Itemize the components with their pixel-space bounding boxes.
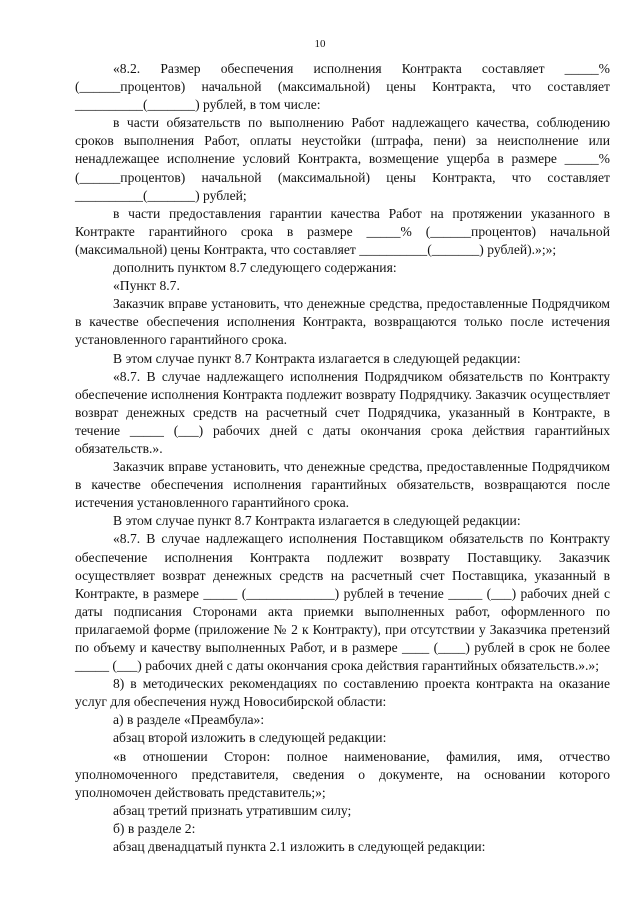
paragraph-8-7-contractor: «8.7. В случае надлежащего исполнения Подрядчиком обязательств по Контракту обеспечение исполнения Контракта подлежит возврату Подрядчику. Заказчик осуществляет возврат денежных средств на расчетный счет Подрядчика, указанный в Контракте, в течение _____ (___) рабочих дней с даты окончания срока действия гарантийных обязательств.». bbox=[75, 368, 610, 456]
paragraph-case-2: В этом случае пункт 8.7 Контракта излагается в следующей редакции: bbox=[113, 513, 521, 529]
paragraph-third-abzac: абзац третий признать утратившим силу; bbox=[113, 802, 352, 818]
paragraph-section-preamble: а) в разделе «Преамбула»: bbox=[113, 712, 265, 728]
paragraph-8-7-supplier: «8.7. В случае надлежащего исполнения Поставщиком обязательств по Контракту обеспечение исполнения Контракта подлежит возврату Поставщику. Заказчик осуществляет возврат денежных средств на расчетный счет Поставщика, указанный в Контракте, в размере _____ (_____________) рублей в течение _____ (___) рабочих дней с даты подписания Сторонами акта приемки выполненных работ, оформленного по прилагаемой форме (приложение № 2 к Контракту), при отсутствии у Заказчика претензий по объему и качеству выполненных Работ, и в размере ____ (____) рублей в срок не более _____ (___) рабочих дней с даты окончания срока действия гарантийных обязательств.».»; bbox=[75, 531, 610, 674]
paragraph-item-8: 8) в методических рекомендациях по составлению проекта контракта на оказание услуг для обеспечения нужд Новосибирской области: bbox=[75, 676, 610, 710]
paragraph-twelfth-abzac: абзац двенадцатый пункта 2.1 изложить в следующей редакции: bbox=[113, 839, 486, 855]
paragraph-8-2-intro: «8.2. Размер обеспечения исполнения Контракта составляет _____% (______процентов) начальной (максимальной) цены Контракта, что составляет __________(_______) рублей, в том числе: bbox=[75, 61, 610, 113]
paragraph-item-8-7-heading: «Пункт 8.7. bbox=[113, 278, 180, 294]
paragraph-add-8-7: дополнить пунктом 8.7 следующего содержания: bbox=[113, 260, 397, 276]
paragraph-case-1: В этом случае пункт 8.7 Контракта излагается в следующей редакции: bbox=[113, 350, 521, 366]
document-body bbox=[75, 60, 610, 856]
paragraph-second-abzac: абзац второй изложить в следующей редакции: bbox=[113, 730, 387, 746]
paragraph-parties-quote: «в отношении Сторон: полное наименование, фамилия, имя, отчество уполномоченного представителя, сведения о документе, на основании которого уполномочен действовать представитель;»; bbox=[75, 748, 610, 800]
paragraph-obligations-part: в части обязательств по выполнению Работ надлежащего качества, соблюдению сроков выполнения Работ, оплаты неустойки (штрафа, пени) за неисполнение или ненадлежащее исполнение условий Контракта, возмещение ущерба в размере _____% (______процентов) начальной (максимальной) цены Контракта, что составляет __________(_______) рублей; bbox=[75, 115, 610, 203]
paragraph-warranty-part: в части предоставления гарантии качества Работ на протяжении указанного в Контракте гарантийного срока в размере _____% (______процентов) начальной (максимальной) цены Контракта, что составляет __________(_______) рублей).»;»; bbox=[75, 205, 610, 257]
page-number: 10 bbox=[314, 38, 326, 50]
paragraph-customer-right-2: Заказчик вправе установить, что денежные средства, предоставленные Подрядчиком в качестве обеспечения исполнения гарантийных обязательств, возвращаются после истечения установленного гарантийного срока. bbox=[75, 459, 610, 511]
paragraph-section-2: б) в разделе 2: bbox=[113, 820, 196, 836]
paragraph-customer-right-1: Заказчик вправе установить, что денежные средства, предоставленные Подрядчиком в качестве обеспечения исполнения Контракта, возвращаются только после истечения установленного гарантийного срока. bbox=[75, 296, 610, 348]
